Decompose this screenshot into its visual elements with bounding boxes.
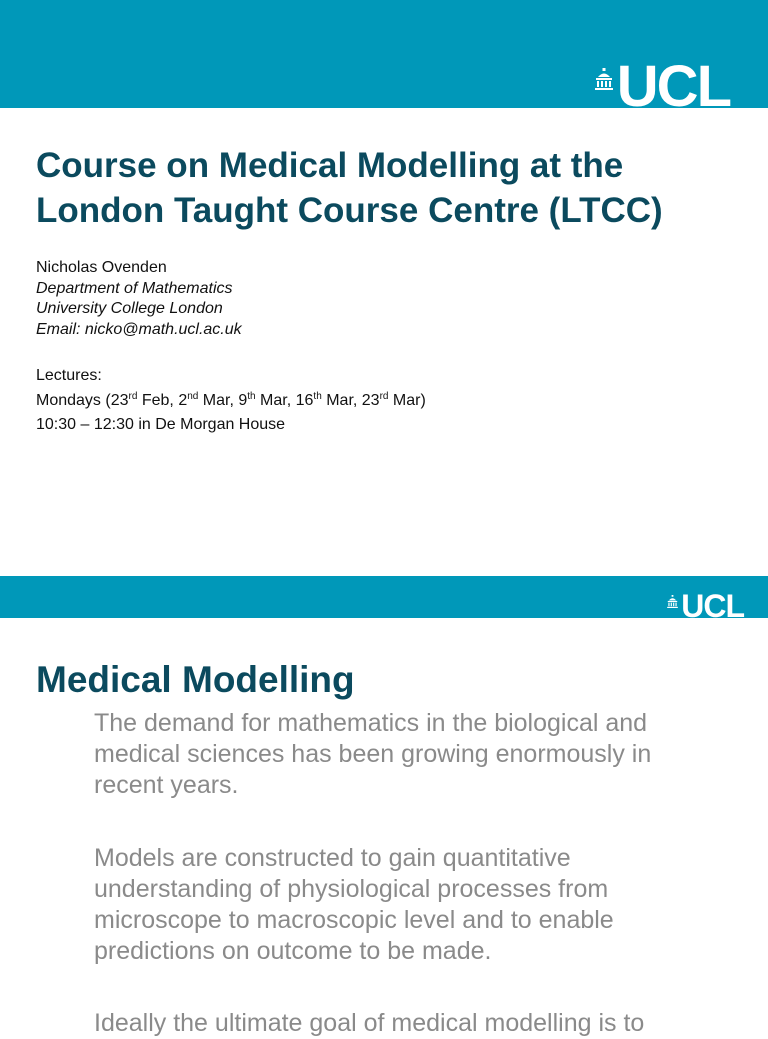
author-department: Department of Mathematics <box>36 279 233 297</box>
date-number: 23 <box>361 391 380 409</box>
lecture-schedule <box>36 389 426 414</box>
schedule-date <box>296 392 353 409</box>
author-name: Nicholas Ovenden <box>36 259 167 276</box>
paragraph-line: predictions on outcome to be made. <box>94 937 492 965</box>
body-paragraph <box>94 843 744 967</box>
date-number: 2 <box>178 391 188 409</box>
title-line: Course on Medical Modelling at the <box>36 146 624 185</box>
title-line: London Taught Course Centre (LTCC) <box>36 191 663 230</box>
schedule-separator: , <box>169 391 179 409</box>
schedule-separator: , <box>286 391 296 409</box>
lectures-label: Lectures: <box>36 367 102 384</box>
slide2-title: Medical Modelling <box>36 659 355 700</box>
ucl-portico-icon <box>667 595 678 608</box>
logo-text: UCL <box>616 54 730 119</box>
schedule-suffix: ) <box>420 391 426 409</box>
schedule-date <box>178 392 229 409</box>
lecture-time-location: 10:30 – 12:30 in De Morgan House <box>36 416 286 433</box>
lecture-info <box>36 364 426 438</box>
ucl-logo <box>595 54 730 119</box>
date-number: 23 <box>110 391 129 409</box>
author-email: Email: nicko@math.ucl.ac.uk <box>36 320 242 338</box>
date-month: Mar <box>321 391 353 409</box>
schedule-separator: , <box>229 391 239 409</box>
date-suffix: th <box>247 390 256 402</box>
schedule-date <box>238 392 286 409</box>
paragraph-line: microscope to macroscopic level and to enable <box>94 906 614 934</box>
date-month: Mar <box>198 391 230 409</box>
paragraph-line: The demand for mathematics in the biological and <box>94 709 648 737</box>
paragraph-line: recent years. <box>94 771 239 799</box>
date-suffix: rd <box>128 390 138 402</box>
slide1-title <box>36 143 756 233</box>
schedule-date <box>111 392 170 409</box>
logo-text: UCL <box>681 588 744 624</box>
ucl-logo <box>667 590 744 622</box>
paragraph-line: medical sciences has been growing enormously in <box>94 740 652 768</box>
paragraph-line: understanding of physiological processes from <box>94 875 609 903</box>
schedule-date <box>362 392 421 409</box>
date-suffix: rd <box>379 390 389 402</box>
author-info <box>36 258 242 340</box>
schedule-prefix: Mondays ( <box>36 391 111 409</box>
date-month: Mar <box>255 391 287 409</box>
paragraph-line: Ideally the ultimate goal of medical modelling is to <box>94 1009 645 1037</box>
date-suffix: nd <box>187 390 199 402</box>
date-month: Mar <box>388 391 421 409</box>
date-number: 16 <box>295 391 314 409</box>
date-suffix: th <box>313 390 322 402</box>
ucl-portico-icon <box>595 68 613 90</box>
paragraph-line: Models are constructed to gain quantitative <box>94 844 571 872</box>
author-university: University College London <box>36 300 223 317</box>
body-paragraph <box>94 708 744 801</box>
date-number: 9 <box>238 391 248 409</box>
date-month: Feb <box>137 391 170 409</box>
schedule-separator: , <box>352 391 362 409</box>
slide2-header-banner <box>0 576 768 618</box>
